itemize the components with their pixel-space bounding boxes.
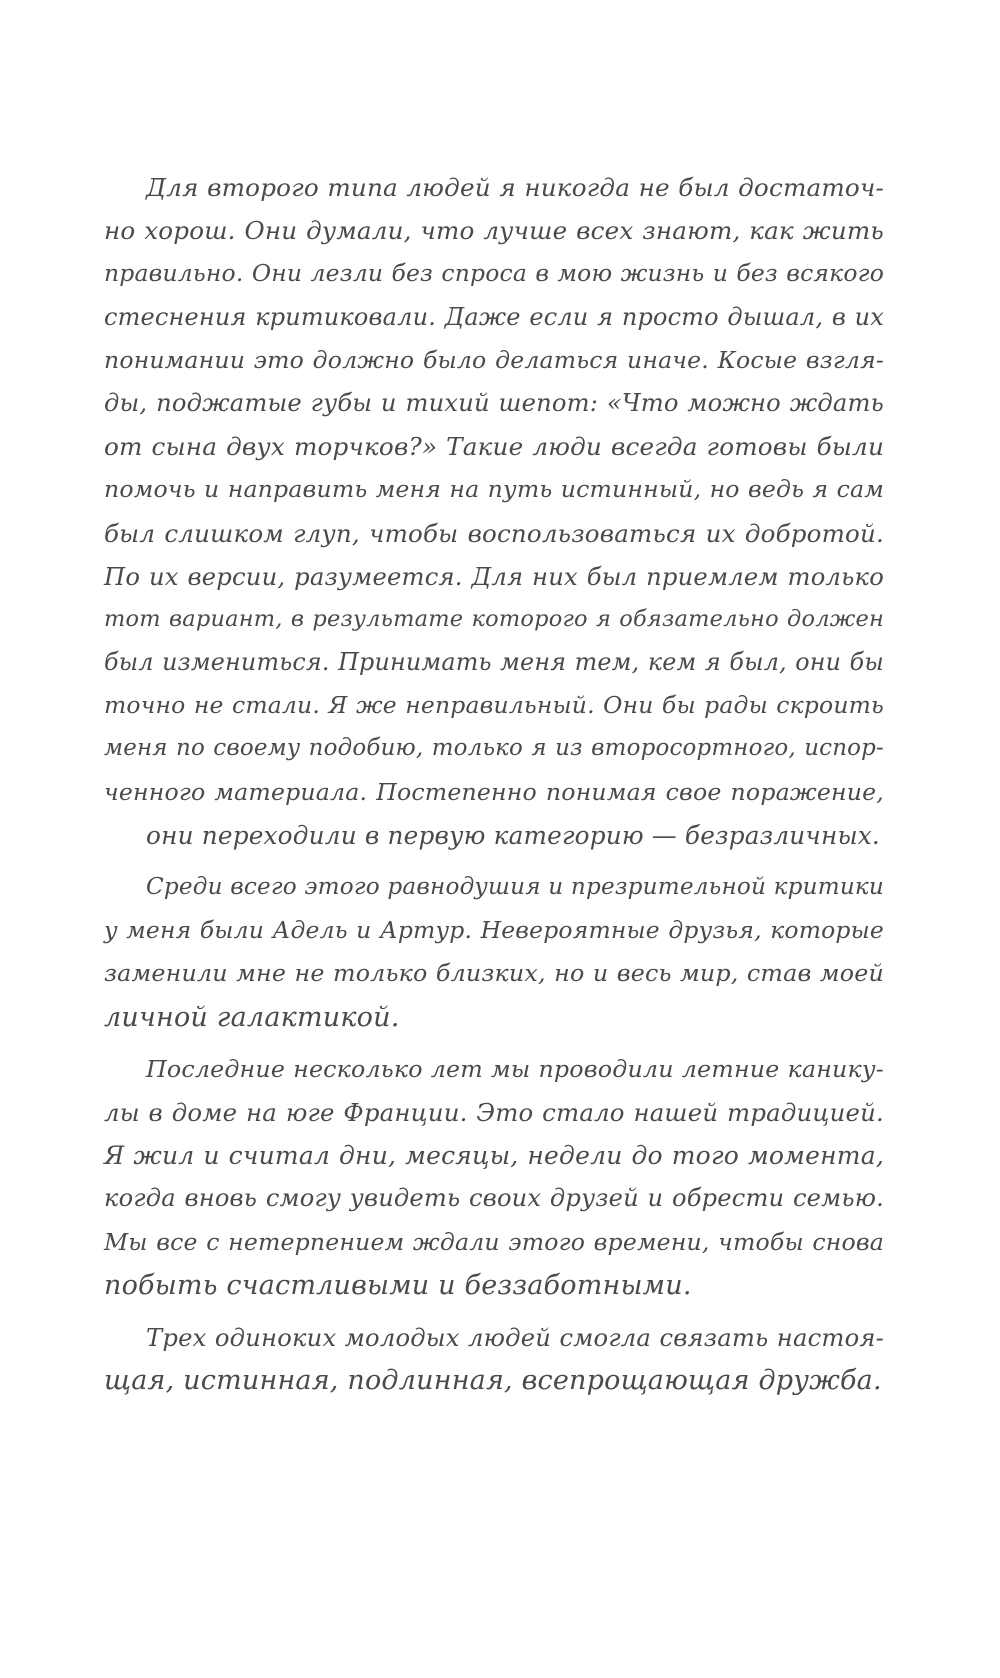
paragraph-gap — [104, 1039, 884, 1048]
text-line: был измениться. Принимать меня тем, кем я был, они бы — [104, 648, 884, 677]
text-line: Для второго типа людей я никогда не был достаточ- — [146, 173, 884, 202]
text-line: Последние несколько лет мы проводили летние канику- — [146, 1054, 884, 1083]
text-line: ченного материала. Постепенно понимая свое поражение, — [104, 777, 884, 806]
text-line: Я жил и считал дни, месяцы, недели до того момента, — [104, 1141, 884, 1171]
body-text — [104, 166, 884, 1402]
text-line: По их версии, разумеется. Для них был приемлем только — [104, 561, 884, 591]
text-line: заменили мне не только близких, но и весь мир, став моей — [104, 959, 884, 988]
text-line: правильно. Они лезли без спроса в мою жизнь и без всякого — [104, 259, 884, 288]
text-line: когда вновь смогу увидеть своих друзей и обрести семью. — [104, 1184, 884, 1213]
text-line: у меня были Адель и Артур. Невероятные друзья, которые — [104, 916, 884, 945]
text-line: личной галактикой. — [104, 1001, 400, 1033]
paragraph-2 — [104, 866, 884, 1039]
text-line: они переходили в первую категорию — безразличных. — [146, 820, 880, 850]
text-line: помочь и направить меня на путь истинный, но ведь я сам — [104, 475, 884, 504]
paragraph-1 — [104, 166, 884, 857]
paragraph-3 — [104, 1048, 884, 1307]
text-line: лы в доме на юге Франции. Это стало нашей традицией. — [104, 1097, 884, 1127]
text-line: Трех одиноких молодых людей смогла связать настоя- — [146, 1322, 884, 1352]
text-line: от сына двух торчков?» Такие люди всегда готовы были — [104, 432, 884, 462]
text-line: но хорош. Они думали, что лучше всех знают, как жить — [104, 216, 884, 246]
paragraph-gap — [104, 857, 884, 866]
text-line: ды, поджатые губы и тихий шепот: «Что можно ждать — [104, 388, 884, 417]
text-line: тот вариант, в результате которого я обязательно должен — [104, 605, 884, 632]
text-line: меня по своему подобию, только я из второсортного, испор- — [104, 735, 884, 762]
text-line: Среди всего этого равнодушия и презрительной критики — [146, 874, 884, 900]
paragraph-4 — [104, 1316, 884, 1402]
text-line: точно не стали. Я же неправильный. Они бы рады скроить — [104, 691, 884, 720]
text-line: понимании это должно было делаться иначе. Косые взгля- — [104, 345, 884, 374]
text-line: побыть счастливыми и беззаботными. — [104, 1269, 692, 1301]
text-line: был слишком глуп, чтобы воспользоваться их добротой. — [104, 518, 884, 548]
paragraph-gap — [104, 1307, 884, 1316]
text-line: стеснения критиковали. Даже если я просто дышал, в их — [104, 302, 884, 331]
text-line: Мы все с нетерпением ждали этого времени, чтобы снова — [104, 1227, 884, 1256]
text-line: щая, истинная, подлинная, всепрощающая дружба. — [104, 1365, 882, 1397]
